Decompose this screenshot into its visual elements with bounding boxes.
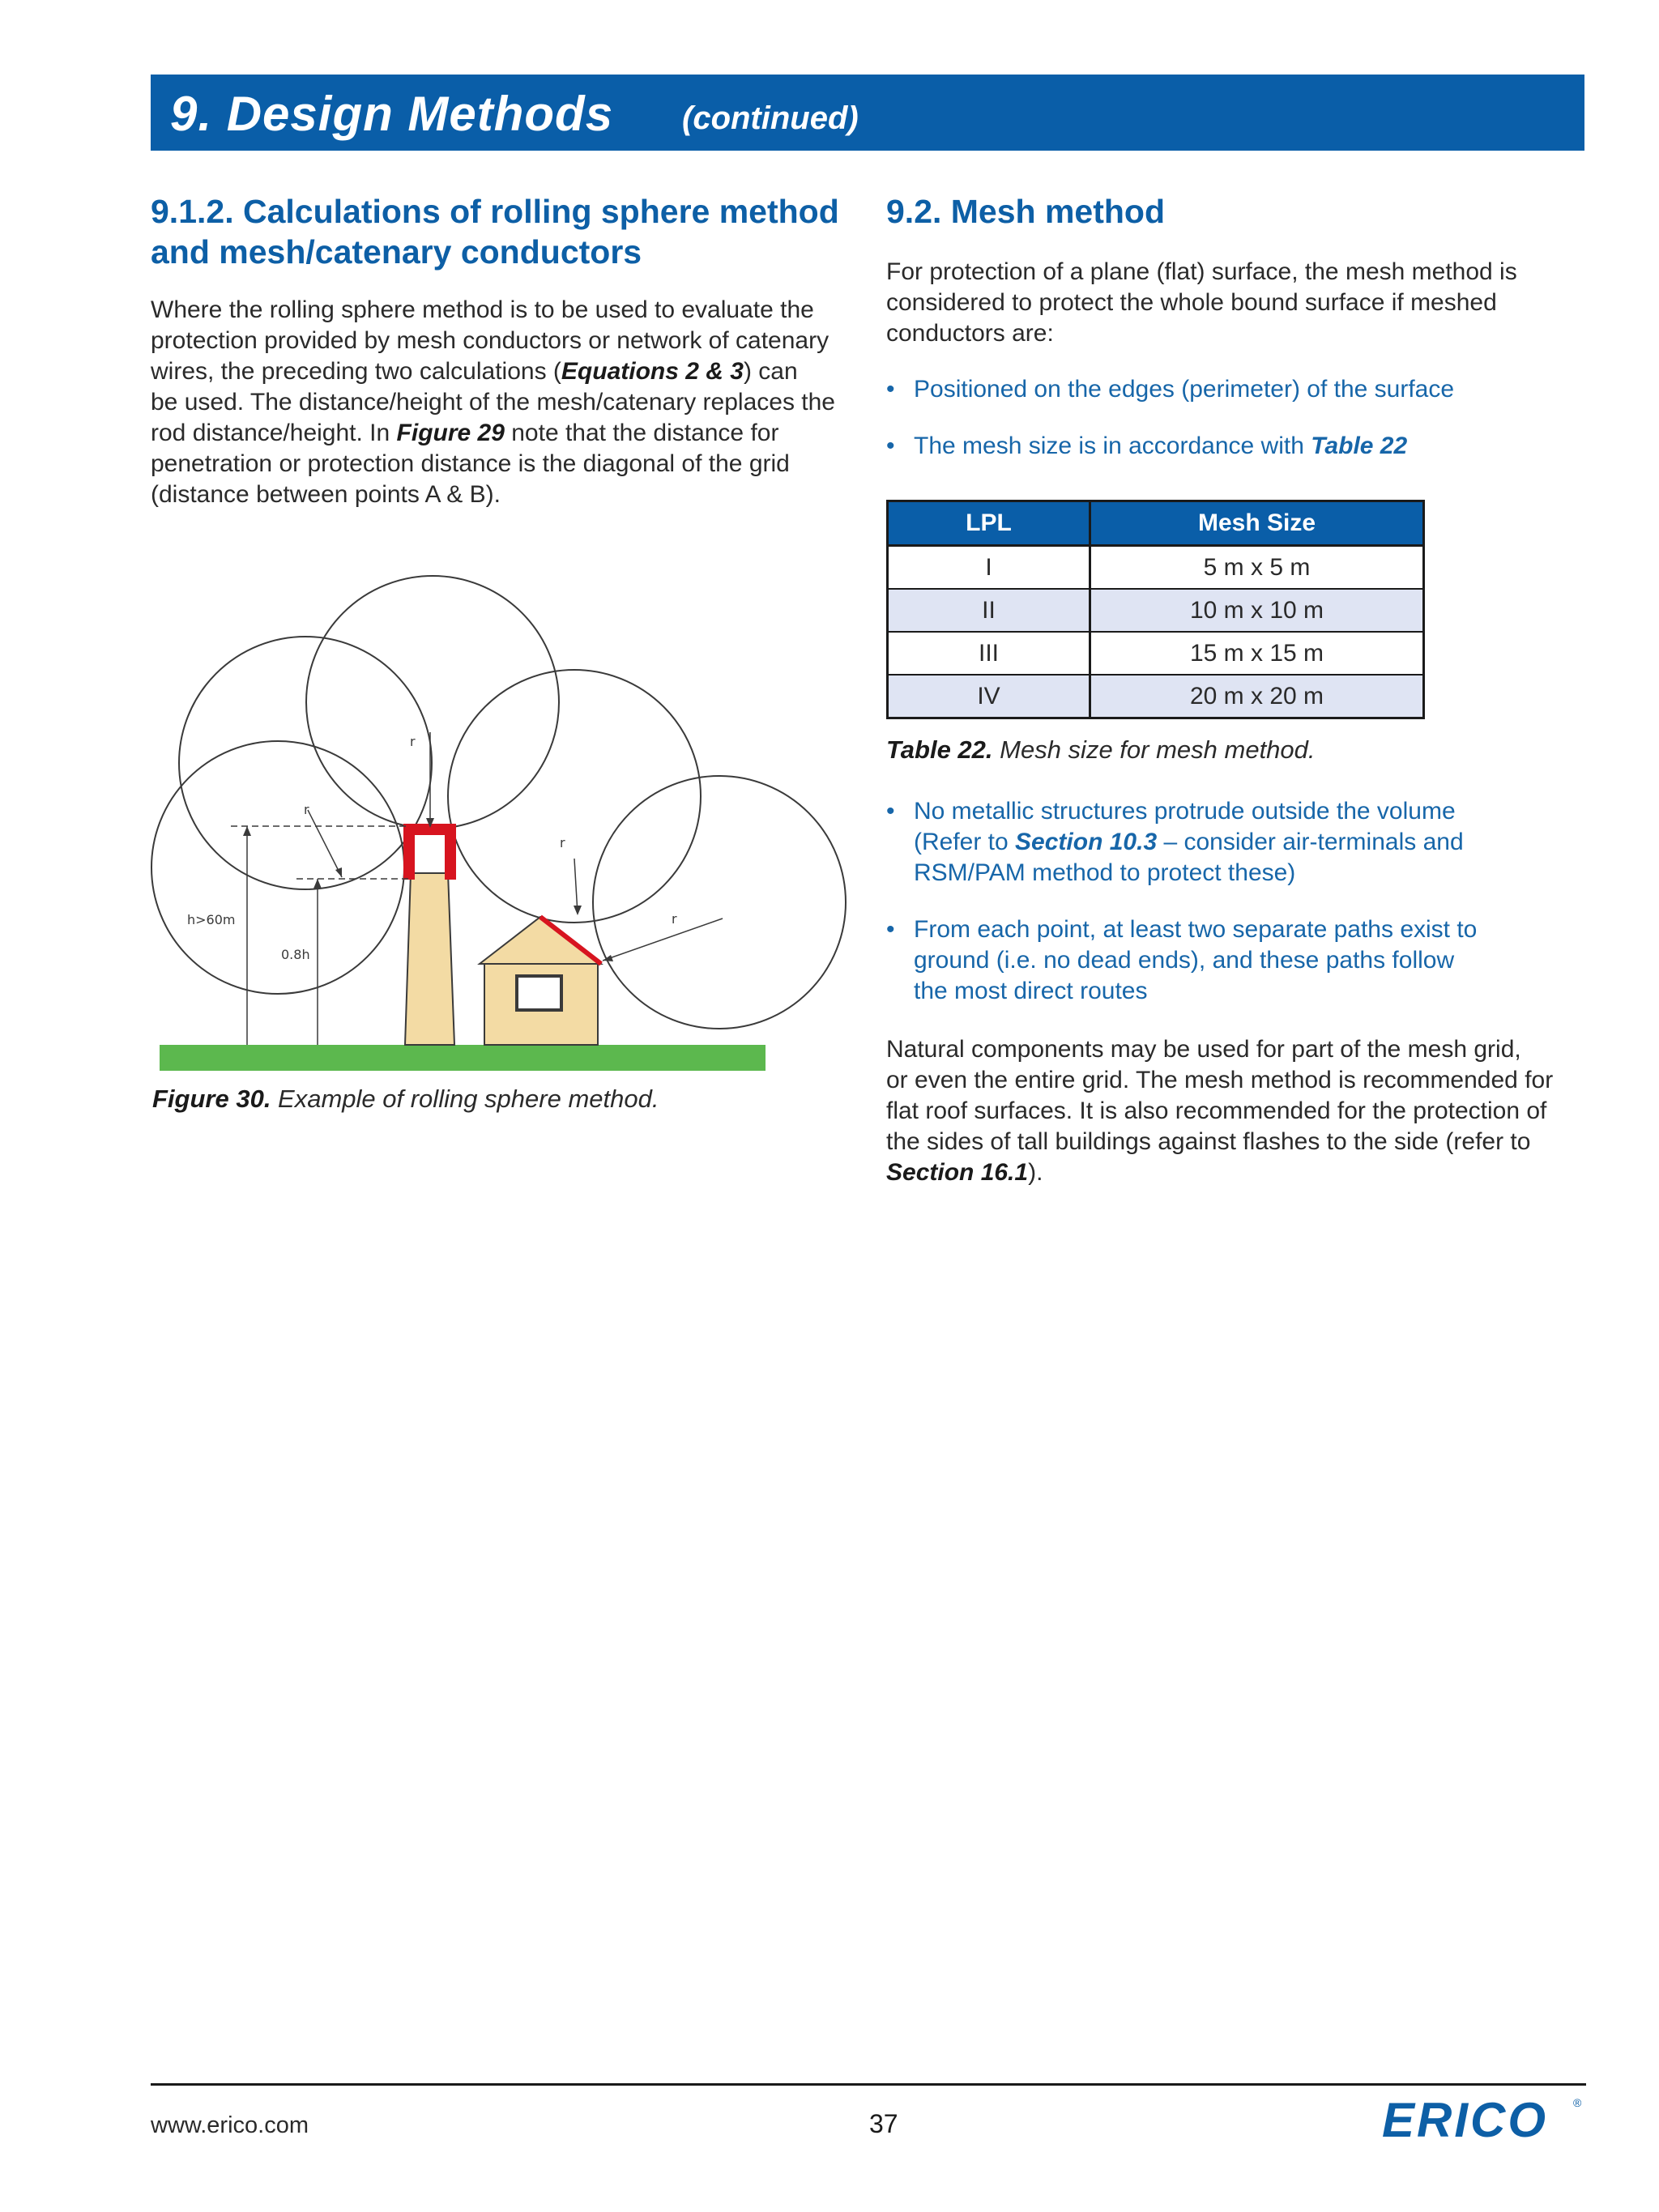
- right-heading: 9.2. Mesh method: [886, 193, 1166, 230]
- table-row: IV 20 m x 20 m: [888, 675, 1424, 718]
- closing-paragraph: Natural components may be used for part of the mesh grid, or even the entire grid. The mesh method is recommended for flat roof surfaces. It is also recommended for the protection of the sides of tall buildings against flashes to the side (refer to Section 16.1).: [886, 1036, 1554, 1186]
- table-header-mesh-size: Mesh Size: [1090, 501, 1424, 546]
- label-h60m: h>60m: [187, 912, 236, 927]
- left-heading-line2: and mesh/catenary conductors: [151, 233, 642, 271]
- table-row: II 10 m x 10 m: [888, 589, 1424, 632]
- left-para-line: penetration or protection distance is the diagonal of the grid: [151, 450, 790, 477]
- left-para-line: be used. The distance/height of the mesh/catenary replaces the: [151, 389, 835, 416]
- section161-ref: Section 16.1: [886, 1159, 1029, 1186]
- label-r-1: r: [304, 802, 309, 817]
- right-intro: For protection of a plane (flat) surface, the mesh method is considered to protect the whole bound surface if meshed conductors are:: [886, 258, 1517, 347]
- sphere-2: [179, 637, 432, 889]
- left-para-line: rod distance/height. In Figure 29 note that the distance for: [151, 420, 779, 446]
- ground: [160, 1045, 766, 1071]
- left-para-line: Where the rolling sphere method is to be used to evaluate the: [151, 296, 814, 323]
- footer-divider: [151, 2083, 1586, 2086]
- left-para-line: wires, the preceding two calculations (Equations 2 & 3) can: [151, 358, 798, 385]
- equations-ref: Equations 2 & 3: [561, 358, 744, 385]
- house-window: [517, 976, 561, 1010]
- table-header-lpl: LPL: [888, 501, 1090, 546]
- sphere-4: [448, 670, 701, 923]
- section103-ref: Section 10.3: [1015, 829, 1158, 855]
- section-title: 9. Design Methods: [170, 87, 614, 141]
- table-row: I 5 m x 5 m: [888, 546, 1424, 590]
- erico-logo: ERICO: [1382, 2093, 1549, 2147]
- label-r-2: r: [410, 734, 416, 749]
- mesh-size-table: [886, 500, 1425, 719]
- section-subtitle: (continued): [682, 100, 859, 136]
- label-r-4: r: [672, 911, 677, 927]
- tower: [405, 873, 454, 1045]
- figure29-ref: Figure 29: [396, 420, 505, 446]
- sphere-3: [306, 576, 559, 829]
- registered-mark: ®: [1573, 2096, 1582, 2109]
- sphere-5: [593, 776, 846, 1029]
- table-row: III 15 m x 15 m: [888, 632, 1424, 675]
- label-08h: 0.8h: [281, 947, 310, 962]
- table-caption: Table 22. Mesh size for mesh method.: [886, 735, 1316, 764]
- left-para-line: protection provided by mesh conductors or network of catenary: [151, 327, 830, 354]
- left-para-line: (distance between points A & B).: [151, 481, 501, 508]
- table22-ref: Table 22: [1311, 433, 1408, 459]
- figure-caption: Figure 30. Example of rolling sphere method.: [152, 1085, 659, 1113]
- house-roof: [480, 917, 601, 964]
- page-number: 37: [869, 2109, 898, 2138]
- footer-url[interactable]: www.erico.com: [151, 2112, 309, 2138]
- tower-air-terminal: [409, 829, 450, 880]
- sphere-1: [151, 741, 404, 994]
- label-r-3: r: [560, 835, 565, 850]
- left-heading-line1: 9.1.2. Calculations of rolling sphere method: [151, 193, 839, 230]
